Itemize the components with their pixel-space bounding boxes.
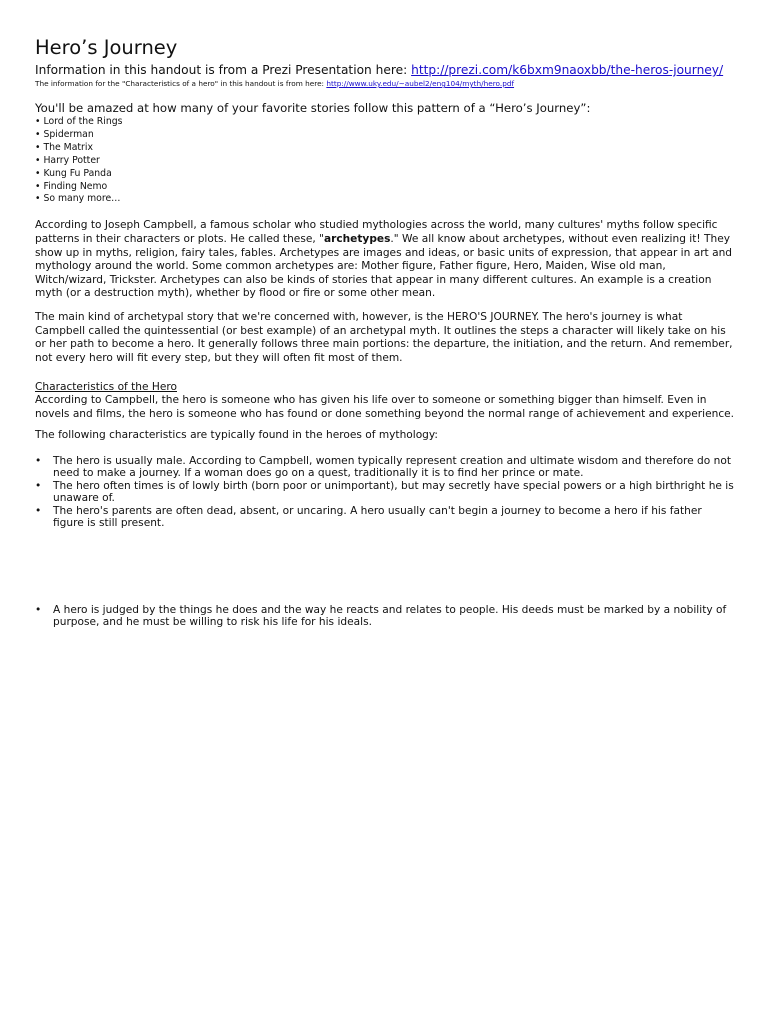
characteristic-item [35, 505, 735, 530]
story-item: • So many more… [35, 193, 121, 205]
characteristics-list-continued [35, 604, 735, 629]
characteristic-text: A hero is judged by the things he does and the way he reacts and relates to people. His deeds must be marked by a nobility of purpose, and he must be willing to risk his life for his ideals. [53, 603, 727, 628]
document-page [35, 36, 735, 628]
prezi-info-line [35, 63, 735, 78]
characteristic-item [35, 604, 735, 629]
section-heading-characteristics: Characteristics of the Hero [35, 381, 177, 394]
characteristics-intro: The following characteristics are typically found in the heroes of mythology: [35, 429, 438, 442]
source-link[interactable]: http://www.uky.edu/~aubel2/eng104/myth/hero.pdf [326, 79, 515, 88]
source-info-text: The information for the "Characteristics of a hero" in this handout is from here: [35, 79, 327, 88]
story-item: • Finding Nemo [35, 180, 108, 192]
archetypes-paragraph [35, 219, 735, 301]
story-item: • Harry Potter [35, 154, 100, 166]
story-item: • Lord of the Rings [35, 116, 123, 127]
story-item: • Kung Fu Panda [35, 167, 112, 179]
heros-journey-paragraph: The main kind of archetypal story that we're concerned with, however, is the HERO'S JOURNEY. The hero's journey is what Campbell called the quintessential (or best example) of an archetypal myth. It outlines the steps a character will likely take on his or her path to become a hero. It generally follows three main portions: the departure, the initiation, and the return. And remember, not every hero will fit every step, but they will often fit most of them. [35, 310, 733, 364]
story-item: • The Matrix [35, 141, 93, 153]
prezi-link[interactable]: http://prezi.com/k6bxm9naoxbb/the-heros-journey/ [411, 63, 724, 77]
characteristic-text: The hero often times is of lowly birth (born poor or unimportant), but may secretly have special powers or a high birthright he is unaware of. [53, 479, 734, 505]
bullet-icon: • [35, 455, 42, 468]
page-title: Hero’s Journey [35, 36, 178, 59]
hero-definition-paragraph: According to Campbell, the hero is someone who has given his life over to someone or something bigger than himself. Even in novels and films, the hero is someone who has found or done something beyond the normal range of achievement and experience. [35, 394, 735, 420]
characteristic-item [35, 480, 735, 505]
archetypes-text-after: ." We all know about archetypes, without even realizing it! They show up in myths, religion, fairy tales, fables. Archetypes are images and ideas, or basic units of expression, that appear in art and mythology around the world. Some common archetypes are: Mother figure, Father figure, Hero, Maiden, Wise old man, Witch/wizard, Trickster. Archetypes can also be kinds of stories that appear in many different cultures. An example is a creation myth (or a destruction myth), whether by flood or fire or some other mean. [35, 232, 733, 300]
archetypes-text-before: According to Joseph Campbell, a famous scholar who studied mythologies across the world, many cultures' myths follow specific patterns in their characters or plots. He called these, " [35, 219, 718, 245]
bullet-icon: • [35, 479, 42, 492]
characteristics-list [35, 455, 735, 529]
story-item: • Spiderman [35, 128, 94, 140]
prezi-info-text: Information in this handout is from a Prezi Presentation here: [35, 63, 412, 77]
characteristic-text: The hero is usually male. According to Campbell, women typically represent creation and ultimate wisdom and therefore do not need to make a journey. If a woman does go on a quest, traditionally it is to find her prince or mate. [53, 455, 731, 480]
intro-sentence: You'll be amazed at how many of your favorite stories follow this pattern of a “Hero’s Journey”: [35, 101, 591, 115]
characteristic-item [35, 455, 735, 480]
characteristic-text: The hero's parents are often dead, absent, or uncaring. A hero usually can't begin a journey to become a hero if his father figure is still present. [53, 504, 702, 530]
story-list [35, 116, 735, 206]
bullet-icon: • [35, 504, 42, 517]
bullet-icon: • [35, 603, 42, 616]
source-info-line [35, 79, 735, 89]
archetypes-term: archetypes [323, 232, 391, 245]
